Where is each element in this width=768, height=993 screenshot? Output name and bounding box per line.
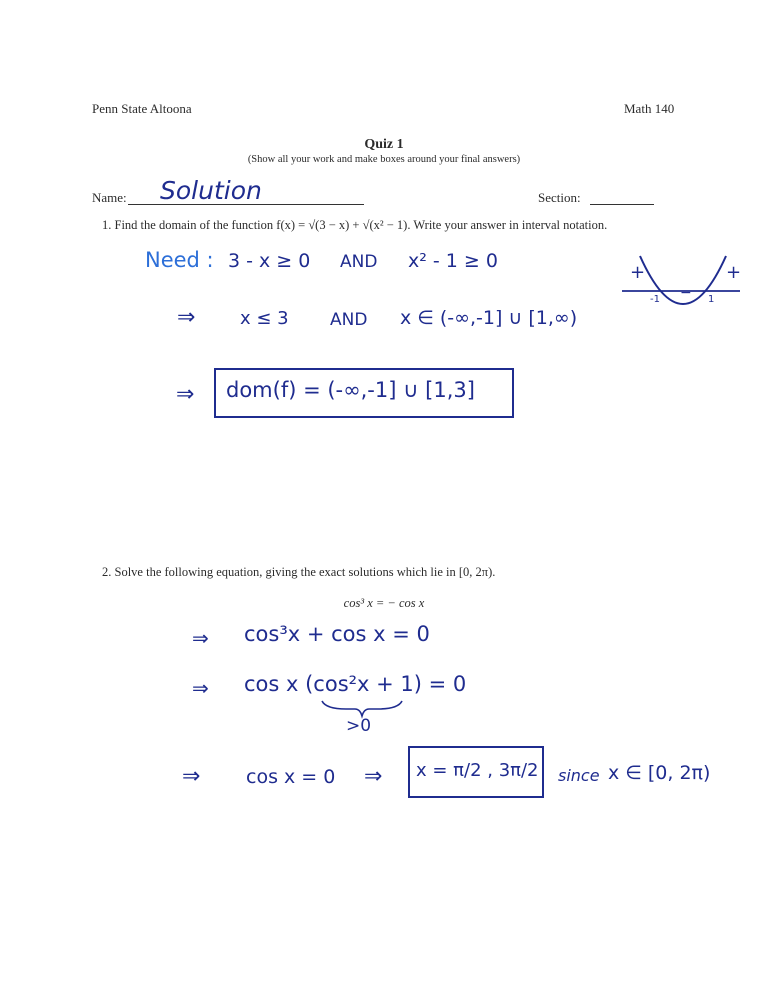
quiz-title: Quiz 1 [364, 137, 404, 152]
and-2: AND [330, 310, 368, 330]
sketch-plus-right: + [726, 262, 742, 283]
sketch-minus-mid: − [680, 285, 692, 301]
condition-1: 3 - x ≥ 0 [228, 250, 311, 272]
quiz-instructions: (Show all your work and make boxes around your final answers) [247, 154, 521, 165]
sketch-plus-left: + [630, 262, 646, 283]
problem2-equation: cos³ x = − cos x [343, 596, 425, 610]
arrow-2c: ⇒ [182, 764, 201, 789]
arrow-1a: ⇒ [177, 305, 196, 330]
step-2-1: cos³x + cos x = 0 [244, 622, 430, 646]
and-1: AND [340, 252, 378, 272]
problem2-prompt: 2. Solve the following equation, giving the exact solutions which lie in [0, 2π). [102, 565, 496, 579]
name-value: Solution [160, 176, 262, 205]
name-label: Name: [92, 190, 127, 205]
condition-2: x² - 1 ≥ 0 [408, 250, 498, 272]
section-underline [590, 204, 654, 205]
since-label: since [558, 766, 600, 785]
header-right: Math 140 [624, 101, 675, 116]
sketch-tick-pos: 1 [708, 294, 715, 305]
answer-1: dom(f) = (-∞,-1] ∪ [1,3] [226, 378, 475, 402]
sketch-tick-neg: -1 [650, 294, 660, 305]
arrow-1b: ⇒ [176, 382, 195, 407]
step-2-3: cos x = 0 [246, 766, 336, 788]
brace-note: >0 [346, 716, 372, 736]
problem1-prompt: 1. Find the domain of the function f(x) = √(3 − x) + √(x² − 1). Write your answer in interval notation. [102, 218, 608, 232]
step-2-2: cos x (cos²x + 1) = 0 [244, 672, 467, 696]
arrow-2d: ⇒ [364, 764, 383, 789]
need-label: Need : [145, 248, 214, 272]
step2-right: x ∈ (-∞,-1] ∪ [1,∞) [400, 307, 578, 329]
arrow-2b: ⇒ [192, 676, 209, 700]
solution-domain: x ∈ [0, 2π) [608, 762, 711, 784]
step2-left: x ≤ 3 [240, 308, 289, 329]
answer-2: x = π/2 , 3π/2 [416, 760, 539, 781]
header-left: Penn State Altoona [92, 101, 192, 116]
section-label: Section: [538, 190, 581, 205]
arrow-2a: ⇒ [192, 626, 209, 650]
